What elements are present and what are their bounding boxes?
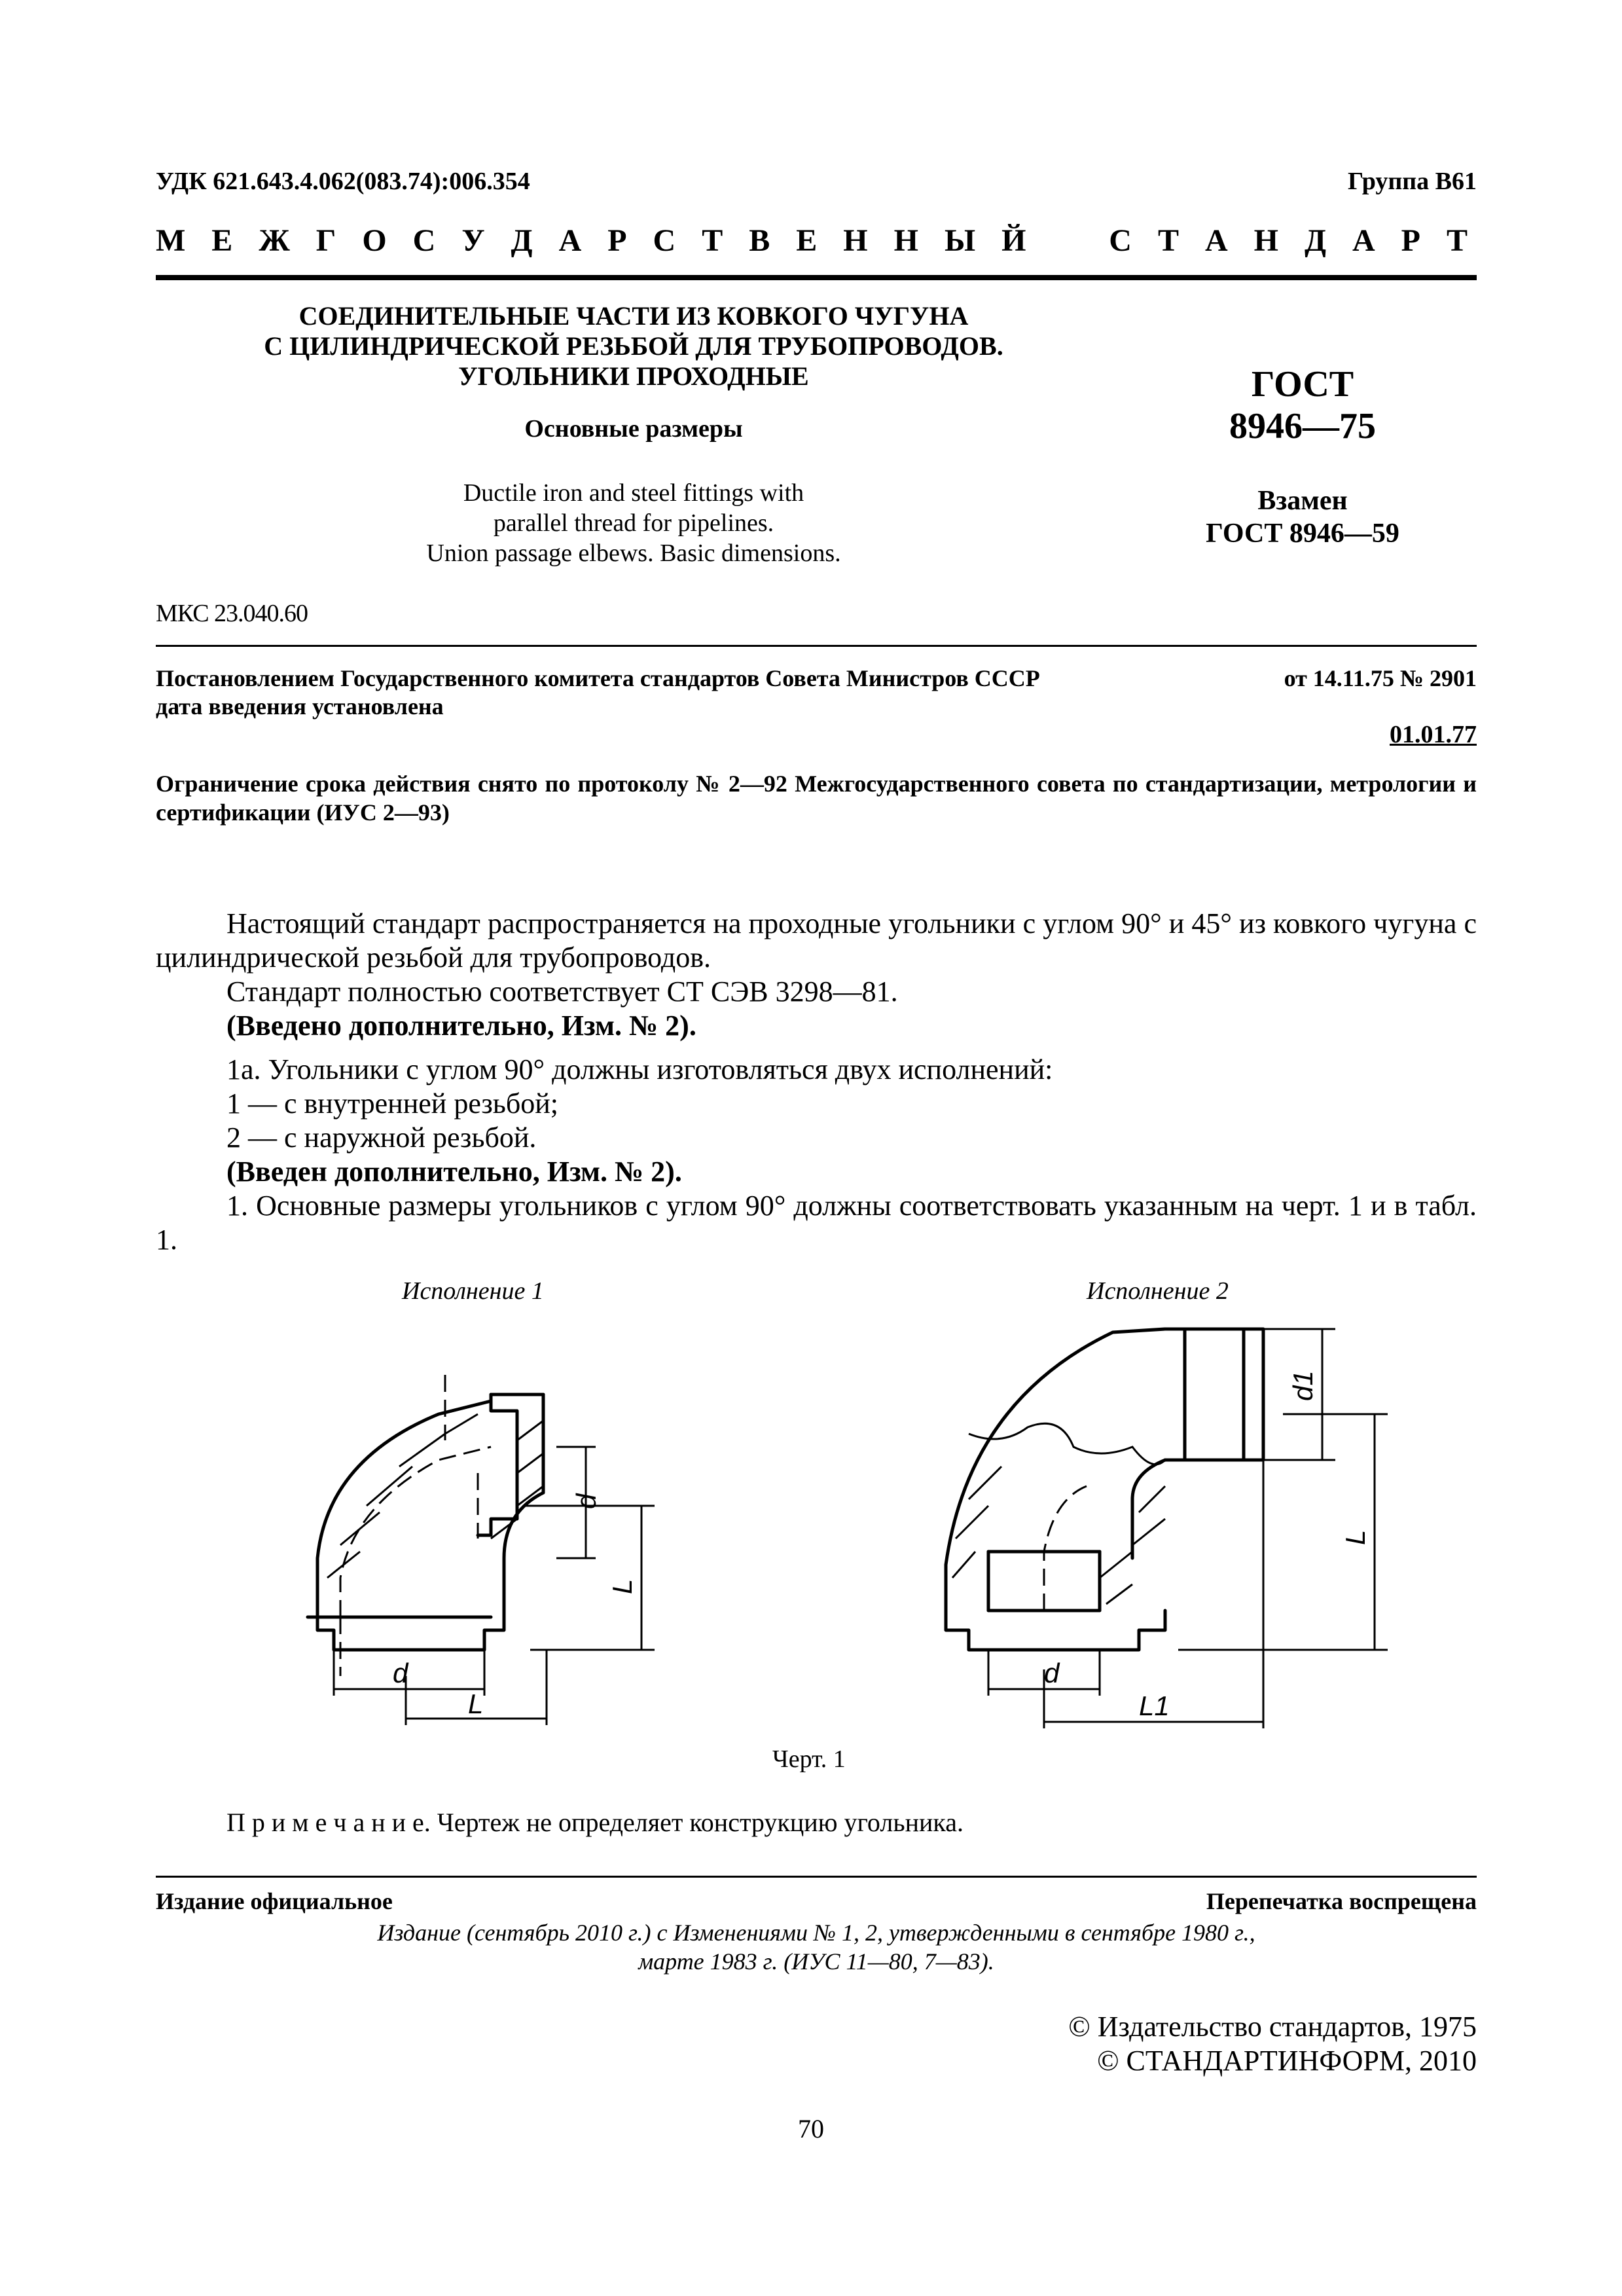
- title-en-line-3: Union passage elbews. Basic dimensions.: [426, 539, 841, 567]
- drawing2-break-line: [969, 1423, 1165, 1464]
- drawing2-inner-contour: [1132, 1460, 1165, 1558]
- copyright-1: © Издательство стандартов, 1975: [1068, 2011, 1477, 2043]
- drawing1-dim-L-horizontal: L: [468, 1688, 484, 1719]
- drawing-version-2: [916, 1303, 1414, 1735]
- paragraph-2: Стандарт полностью соответствует СТ СЭВ 3298—81.: [226, 975, 898, 1008]
- drawing1-dim-d-horizontal: d: [393, 1658, 408, 1688]
- decree-line-2: дата введения установлена: [156, 693, 444, 720]
- gost-block: [1139, 363, 1466, 447]
- drawing2-bottom-socket: [946, 1611, 1165, 1650]
- title-line-1: СОЕДИНИТЕЛЬНЫЕ ЧАСТИ ИЗ КОВКОГО ЧУГУНА: [298, 301, 969, 331]
- gost-number: 8946—75: [1229, 406, 1376, 446]
- standard-heading: С Т А Н Д А Р Т: [1109, 223, 1477, 258]
- title-subtitle: Основные размеры: [524, 415, 743, 443]
- note-label: П р и м е ч а н и е.: [226, 1808, 431, 1837]
- paragraph-6: 2 — с наружной резьбой.: [226, 1121, 537, 1154]
- title-en-line-2: parallel thread for pipelines.: [493, 509, 774, 537]
- replaces-number: ГОСТ 8946—59: [1206, 519, 1399, 549]
- paragraph-5: 1 — с внутренней резьбой;: [226, 1087, 558, 1120]
- paragraph-3: (Введено дополнительно, Изм. № 2).: [226, 1010, 696, 1042]
- udk-code: УДК 621.643.4.062(083.74):006.354: [156, 168, 530, 195]
- drawing2-male-thread: [1165, 1329, 1263, 1460]
- group-code: Группа В61: [1347, 168, 1477, 195]
- note: [226, 1807, 964, 1838]
- title-english: [352, 478, 915, 568]
- title-line-3: УГОЛЬНИКИ ПРОХОДНЫЕ: [458, 361, 809, 391]
- effective-date: 01.01.77: [1390, 721, 1477, 748]
- drawing1-hidden-line: [340, 1447, 491, 1617]
- decree-line-1a: Постановлением Государственного комитета стандартов Совета Министров СССР: [156, 665, 1040, 691]
- gost-label: ГОСТ: [1251, 364, 1354, 405]
- title-block: [156, 301, 1111, 444]
- edition-info: [156, 1918, 1477, 1976]
- drawing2-dim-L: L: [1340, 1529, 1371, 1545]
- copyright-2: © СТАНДАРТИНФОРМ, 2010: [1097, 2045, 1477, 2077]
- drawing2-dim-d1: d1: [1288, 1370, 1318, 1401]
- drawing1-dim-d-vertical: d: [571, 1493, 602, 1509]
- note-text: Чертеж не определяет конструкцию угольника.: [437, 1808, 964, 1837]
- drawing1-outer-contour: [317, 1401, 491, 1617]
- paragraph-8: 1. Основные размеры угольников с углом 90° должны соответствовать указанным на черт. 1 и в табл. 1.: [156, 1190, 1477, 1256]
- footer-rule: [156, 1876, 1477, 1878]
- title-en-line-1: Ductile iron and steel fittings with: [463, 479, 804, 507]
- decree-rule: [156, 645, 1477, 647]
- replaces-block: [1139, 484, 1466, 550]
- figure-label-2: Исполнение 2: [1087, 1277, 1229, 1305]
- paragraph-4: 1а. Угольники с углом 90° должны изготовляться двух исполнений:: [226, 1053, 1053, 1085]
- interstate-heading: М Е Ж Г О С У Д А Р С Т В Е Н Н Ы Й: [156, 223, 1036, 258]
- figure-label-1: Исполнение 1: [402, 1277, 544, 1305]
- edition-line-2: марте 1983 г. (ИУС 11—80, 7—83).: [638, 1948, 994, 1975]
- reprint-prohibited: Перепечатка воспрещена: [1206, 1888, 1477, 1914]
- drawing2-outer-contour: [946, 1329, 1165, 1611]
- mks-code: МКС 23.040.60: [156, 600, 308, 627]
- header-rule: [156, 275, 1477, 280]
- paragraph-7: (Введен дополнительно, Изм. № 2).: [226, 1156, 682, 1188]
- paragraph-1: Настоящий стандарт распространяется на проходные угольники с углом 90° и 45° из ковкого чугуна с цилиндрической резьбой для трубопроводов.: [156, 907, 1477, 974]
- drawing1-hatch: [327, 1414, 478, 1578]
- replaces-label: Взамен: [1257, 486, 1348, 516]
- title-line-2: С ЦИЛИНДРИЧЕСКОЙ РЕЗЬБОЙ ДЛЯ ТРУБОПРОВОДОВ.: [264, 331, 1003, 361]
- drawing2-hidden-line: [1044, 1486, 1087, 1611]
- drawing2-dim-L1: L1: [1139, 1690, 1170, 1721]
- official-edition: Издание официальное: [156, 1888, 393, 1914]
- drawing1-dim-L-vertical: L: [607, 1578, 638, 1594]
- page-number: 70: [798, 2114, 824, 2143]
- drawing2-dim-d: d: [1044, 1658, 1060, 1688]
- limit-text: Ограничение срока действия снято по протоколу № 2—92 Межгосударственного совета по стандартизации, метрологии и сертификации (ИУС 2—93): [156, 771, 1477, 826]
- edition-line-1: Издание (сентябрь 2010 г.) с Изменениями № 1, 2, утвержденными в сентябре 1980 г.,: [377, 1920, 1255, 1946]
- decree-line-1b: от 14.11.75 № 2901: [1284, 665, 1477, 691]
- copyright-block: [1068, 2010, 1477, 2078]
- drawing-version-1: [288, 1362, 694, 1728]
- figure-caption: Черт. 1: [772, 1745, 846, 1773]
- drawing1-top-socket: [478, 1394, 517, 1535]
